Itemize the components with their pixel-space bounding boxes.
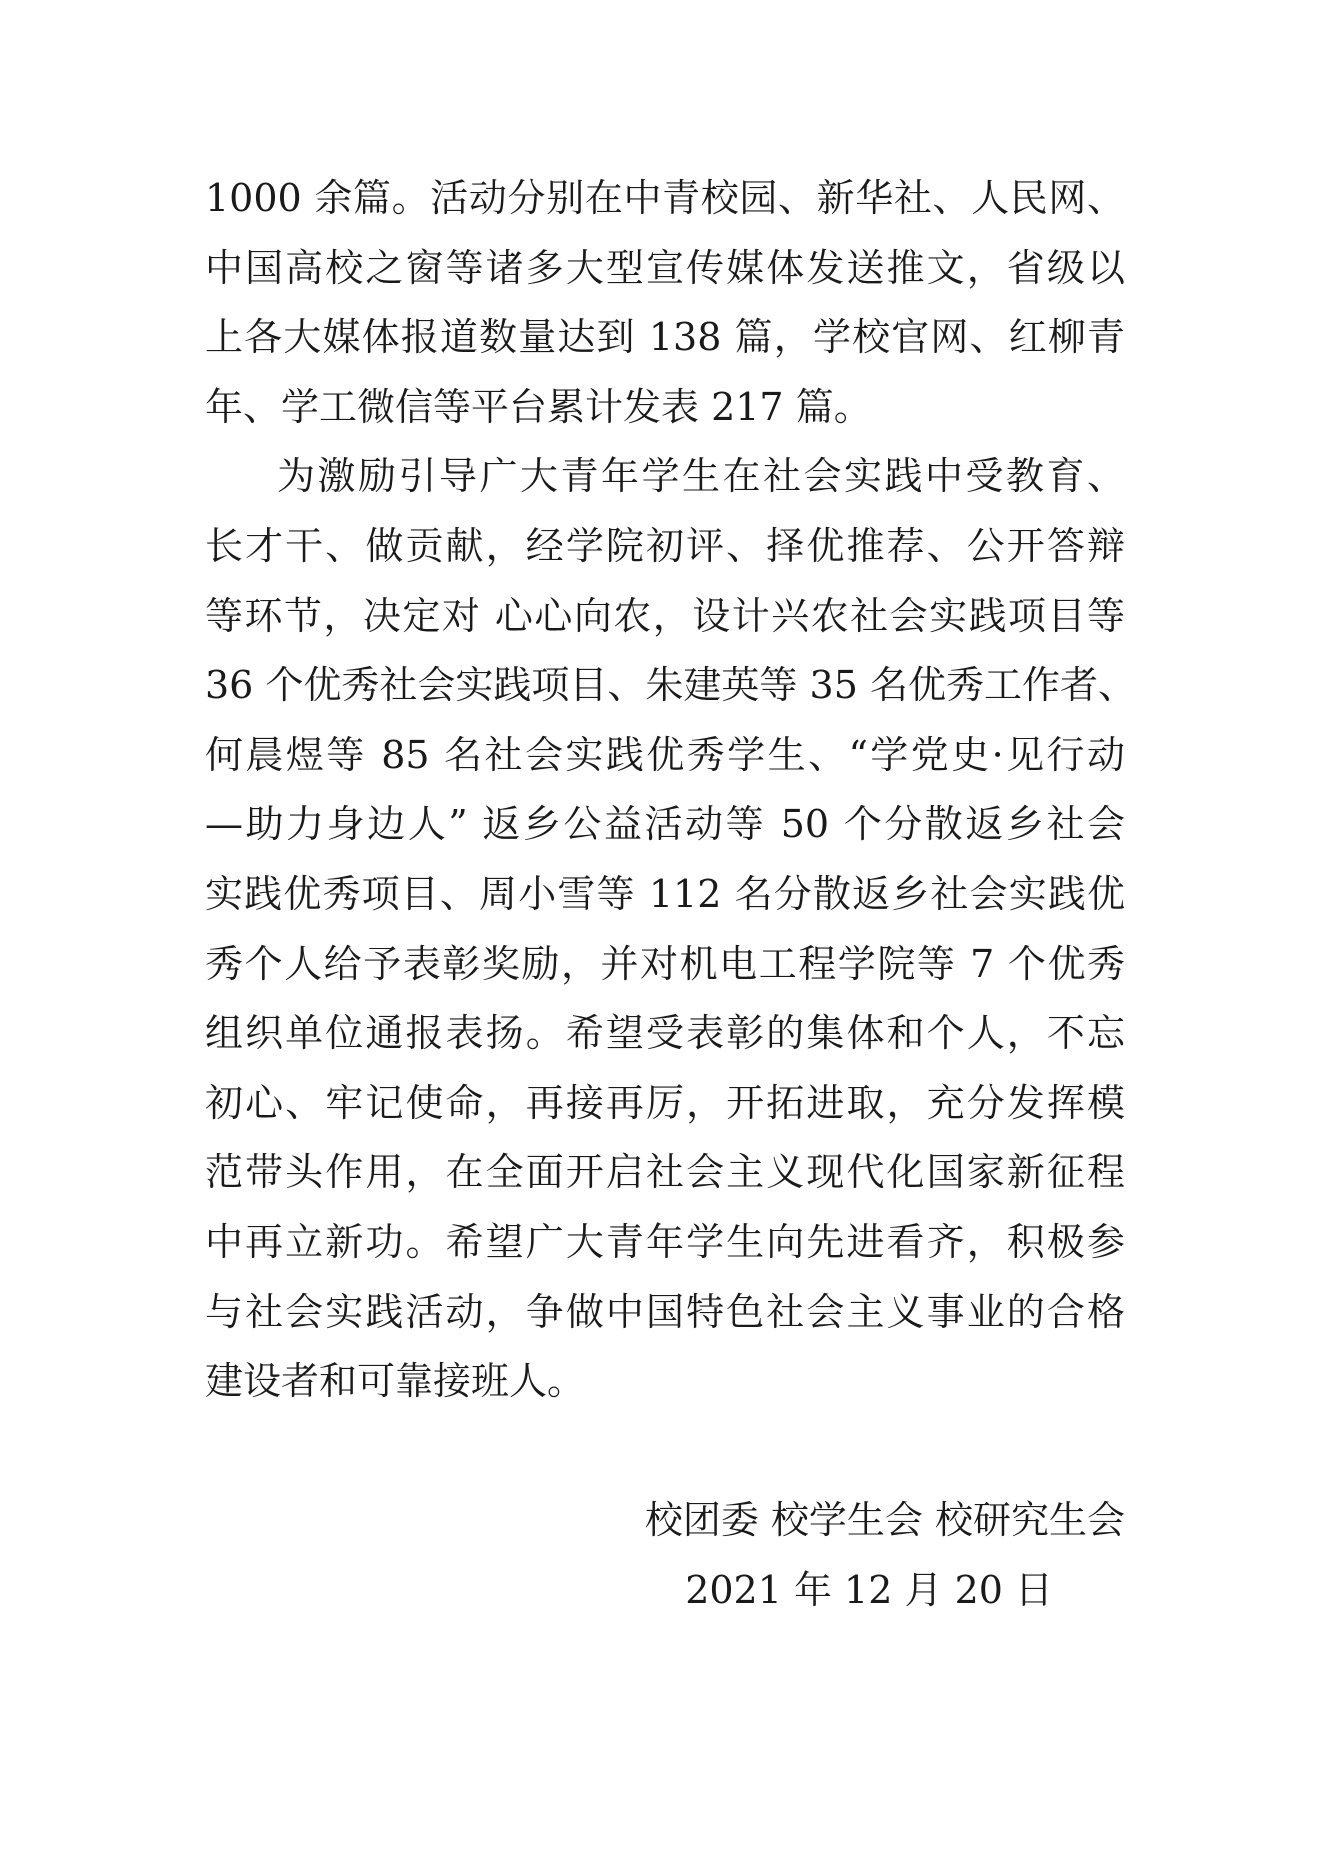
text-line: 实践优秀项目、周小雪等 112 名分散返乡社会实践优: [205, 871, 1125, 916]
text-line: 中国高校之窗等诸多大型宣传媒体发送推文，省级以: [205, 245, 1125, 290]
text-line: 建设者和可靠接班人。: [205, 1359, 586, 1404]
text-line: 上各大媒体报道数量达到 138 篇，学校官网、红柳青: [205, 315, 1125, 360]
paragraph-2: [205, 442, 1136, 1416]
document-body: [205, 164, 1136, 1417]
signature-block: [600, 1485, 1125, 1625]
text-line: 秀个人给予表彰奖励，并对机电工程学院等 7 个优秀: [205, 941, 1125, 986]
text-line: 1000 余篇。活动分别在中青校园、新华社、人民网、: [205, 176, 1125, 220]
text-line: 长才干、做贡献，经学院初评、择优推荐、公开答辩: [205, 523, 1125, 568]
text-line: 年、学工微信等平台累计发表 217 篇。: [205, 384, 872, 429]
text-line: —助力身边人” 返乡公益活动等 50 个分散返乡社会: [205, 802, 1125, 847]
text-line: 中再立新功。希望广大青年学生向先进看齐，积极参: [205, 1219, 1125, 1264]
text-line: 与社会实践活动，争做中国特色社会主义事业的合格: [205, 1289, 1125, 1334]
text-line: 36 个优秀社会实践项目、朱建英等 35 名优秀工作者、: [205, 663, 1136, 708]
signature-date: 2021 年 12 月 20 日: [685, 1568, 1053, 1612]
text-line: 为激励引导广大青年学生在社会实践中受教育、: [277, 454, 1125, 499]
text-line: 等环节，决定对 心心向农，设计兴农社会实践项目等: [205, 593, 1125, 638]
text-line: 何晨煜等 85 名社会实践优秀学生、“学党史·见行动: [205, 732, 1125, 777]
text-line: 初心、牢记使命，再接再厉，开拓进取，充分发挥模: [205, 1080, 1125, 1125]
paragraph-1: [205, 164, 1125, 442]
text-line: 组织单位通报表扬。希望受表彰的集体和个人，不忘: [205, 1011, 1125, 1056]
signature-organizations: 校团委 校学生会 校研究生会: [644, 1498, 1125, 1542]
text-line: 范带头作用，在全面开启社会主义现代化国家新征程: [205, 1150, 1125, 1195]
